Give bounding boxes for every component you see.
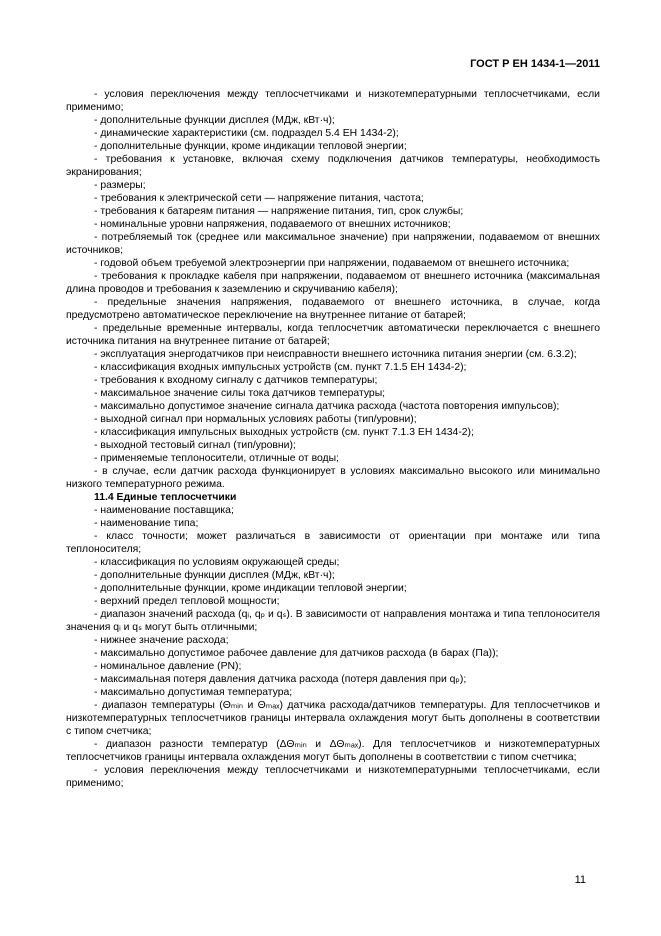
list-top [66,88,600,491]
list-item: - потребляемый ток (среднее или максимальное значение) при напряжении, подаваемом от внешних источников; [66,232,600,256]
list-item: - размеры; [94,180,146,191]
list-item: - максимально допустимое значение сигнала датчика расхода (частота повторения импульсов); [94,401,560,412]
list-item: - требования к входному сигналу с датчиков температуры; [94,375,378,386]
list-item: - классификация входных импульсных устройств (см. пункт 7.1.5 ЕН 1434-2); [94,362,467,373]
list-item: - класс точности; может различаться в зависимости от ориентации при монтаже или типа теплоносителя; [66,531,600,555]
list-item: - предельные временные интервалы, когда теплосчетчик автоматически переключается с внешнего источника питания на внутреннее питание от батарей; [66,323,600,347]
list-item: - максимально допустимая температура; [94,687,293,698]
list-item: - номинальное давление (PN); [94,661,242,672]
list-item: - требования к прокладке кабеля при напряжении, подаваемом от внешнего источника (максимальная длина проводов и требования к заземлению и скручиванию кабеля); [66,271,600,295]
list-item: - диапазон температуры (Θₘᵢₙ и Θₘₐₓ) датчика расхода/датчиков температуры. Для теплосчетчиков и низкотемпературных теплосчетчиков границы интервала охлаждения могут быть дополнены в соответствии с типом счетчика; [66,700,600,737]
list-item: - максимальное значение силы тока датчиков температуры; [94,388,386,399]
list-item: - требования к электрической сети — напряжение питания, частота; [94,193,424,204]
list-item: - номинальные уровни напряжения, подаваемого от внешних источников; [94,219,451,230]
list-item: - дополнительные функции дисплея (МДж, кВт·ч); [94,570,335,581]
list-item: - нижнее значение расхода; [94,635,229,646]
list-item: - дополнительные функции дисплея (МДж, кВт·ч); [94,115,335,126]
list-item: - предельные значения напряжения, подаваемого от внешнего источника, в случае, когда предусмотрено автоматическое переключение на внутреннее питание от батарей; [66,297,600,321]
list-bottom [66,504,600,790]
list-item: - выходной сигнал при нормальных условиях работы (тип/уровни); [94,414,417,425]
page-number: 11 [574,874,586,886]
list-item: - годовой объем требуемой электроэнергии при напряжении, подаваемом от внешнего источника; [94,258,570,269]
list-item: - в случае, если датчик расхода функционирует в условиях максимально высокого или минимально низкого температурного режима. [66,466,600,490]
list-item: - максимальная потеря давления датчика расхода (потеря давления при qₚ); [94,674,467,685]
list-item: - применяемые теплоносители, отличные от воды; [94,453,339,464]
list-item: - наименование типа; [94,518,199,529]
list-item: - требования к батареям питания — напряжение питания, тип, срок службы; [94,206,464,217]
list-item: - условия переключения между теплосчетчиками и низкотемпературными теплосчетчиками, если применимо; [66,89,600,113]
list-item: - диапазон разности температур (ΔΘₘᵢₙ и ΔΘₘₐₓ). Для теплосчетчиков и низкотемпературных теплосчетчиков границы интервала охлаждения могут быть дополнены в соответствии с типом счетчика; [66,739,600,763]
document-header: ГОСТ Р ЕН 1434-1—2011 [470,58,600,70]
list-item: - динамические характеристики (см. подраздел 5.4 ЕН 1434-2); [94,128,399,139]
section-heading: 11.4 Единые теплосчетчики [94,492,237,503]
list-item: - наименование поставщика; [94,505,234,516]
list-item: - классификация по условиям окружающей среды; [94,557,340,568]
list-item: - дополнительные функции, кроме индикации тепловой энергии; [94,141,407,152]
list-item: - условия переключения между теплосчетчиками и низкотемпературными теплосчетчиками, если применимо; [66,765,600,789]
list-item: - выходной тестовый сигнал (тип/уровни); [94,440,296,451]
list-item: - диапазон значений расхода (qᵢ, qₚ и qₛ). В зависимости от направления монтажа и типа теплоносителя значения qᵢ и qₛ могут быть отличными; [66,609,600,633]
list-item: - максимально допустимое рабочее давление для датчиков расхода (в барах (Па)); [94,648,499,659]
list-item: - классификация импульсных выходных устройств (см. пункт 7.1.3 ЕН 1434-2); [94,427,474,438]
list-item: - эксплуатация энергодатчиков при неисправности внешнего источника питания энергии (см. 6.3.2); [94,349,577,360]
document-body [66,88,600,790]
list-item: - дополнительные функции, кроме индикации тепловой энергии; [94,583,407,594]
list-item: - верхний предел тепловой мощности; [94,596,280,607]
list-item: - требования к установке, включая схему подключения датчиков температуры, необходимость экранирования; [66,154,600,178]
